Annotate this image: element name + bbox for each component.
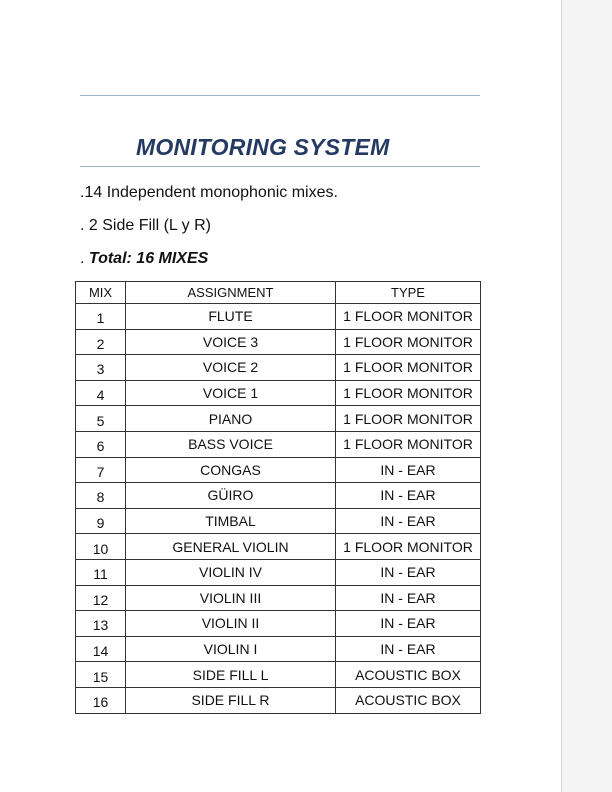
mix-cell: 14 (76, 636, 126, 662)
table-header-row (76, 282, 481, 304)
type-cell: 1 FLOOR MONITOR (336, 380, 481, 406)
mix-cell: 5 (76, 406, 126, 432)
mix-cell: 9 (76, 508, 126, 534)
type-cell: IN - EAR (336, 457, 481, 483)
table-row (76, 559, 481, 585)
assignment-cell: SIDE FILL L (126, 662, 336, 688)
type-cell: 1 FLOOR MONITOR (336, 329, 481, 355)
header-type: TYPE (336, 282, 481, 304)
page-title: MONITORING SYSTEM (136, 134, 390, 160)
mix-cell: 12 (76, 585, 126, 611)
table-row (76, 457, 481, 483)
mix-cell: 11 (76, 559, 126, 585)
mix-cell: 2 (76, 329, 126, 355)
type-cell: 1 FLOOR MONITOR (336, 304, 481, 330)
type-cell: IN - EAR (336, 636, 481, 662)
top-divider (80, 95, 480, 96)
mix-cell: 15 (76, 662, 126, 688)
mix-cell: 1 (76, 304, 126, 330)
type-cell: IN - EAR (336, 508, 481, 534)
assignment-cell: VIOLIN II (126, 611, 336, 637)
type-cell: 1 FLOOR MONITOR (336, 406, 481, 432)
assignment-cell: VIOLIN III (126, 585, 336, 611)
assignment-cell: BASS VOICE (126, 431, 336, 457)
type-cell: 1 FLOOR MONITOR (336, 355, 481, 381)
mix-cell: 3 (76, 355, 126, 381)
assignment-cell: GÜIRO (126, 483, 336, 509)
type-cell: IN - EAR (336, 585, 481, 611)
table-row (76, 585, 481, 611)
mix-cell: 13 (76, 611, 126, 637)
table-row (76, 431, 481, 457)
title-divider (80, 166, 480, 167)
mix-cell: 7 (76, 457, 126, 483)
table-row (76, 483, 481, 509)
table-row (76, 406, 481, 432)
mix-cell: 16 (76, 687, 126, 713)
table-row (76, 508, 481, 534)
page-edge (561, 0, 612, 792)
header-mix: MIX (76, 282, 126, 304)
mix-cell: 4 (76, 380, 126, 406)
table-row (76, 329, 481, 355)
header-assignment: ASSIGNMENT (126, 282, 336, 304)
table-row (76, 611, 481, 637)
table-row (76, 534, 481, 560)
type-cell: 1 FLOOR MONITOR (336, 431, 481, 457)
table-row (76, 380, 481, 406)
table-row (76, 662, 481, 688)
type-cell: 1 FLOOR MONITOR (336, 534, 481, 560)
table-row (76, 636, 481, 662)
assignment-cell: VOICE 2 (126, 355, 336, 381)
type-cell: ACOUSTIC BOX (336, 662, 481, 688)
type-cell: IN - EAR (336, 483, 481, 509)
total-prefix: . (80, 250, 89, 267)
assignment-cell: VIOLIN I (126, 636, 336, 662)
table-row (76, 355, 481, 381)
total-line (80, 250, 208, 268)
mix-table (75, 281, 481, 714)
mix-cell: 10 (76, 534, 126, 560)
assignment-cell: SIDE FILL R (126, 687, 336, 713)
assignment-cell: VOICE 1 (126, 380, 336, 406)
assignment-cell: VIOLIN IV (126, 559, 336, 585)
assignment-cell: VOICE 3 (126, 329, 336, 355)
side-fill-line: . 2 Side Fill (L y R) (80, 217, 211, 234)
assignment-cell: FLUTE (126, 304, 336, 330)
total-label: Total: 16 MIXES (88, 250, 209, 267)
mix-cell: 8 (76, 483, 126, 509)
assignment-cell: GENERAL VIOLIN (126, 534, 336, 560)
assignment-cell: CONGAS (126, 457, 336, 483)
table-row (76, 304, 481, 330)
mixes-line: .14 Independent monophonic mixes. (80, 184, 338, 201)
type-cell: IN - EAR (336, 559, 481, 585)
mix-cell: 6 (76, 431, 126, 457)
type-cell: ACOUSTIC BOX (336, 687, 481, 713)
type-cell: IN - EAR (336, 611, 481, 637)
assignment-cell: TIMBAL (126, 508, 336, 534)
assignment-cell: PIANO (126, 406, 336, 432)
table-row (76, 687, 481, 713)
